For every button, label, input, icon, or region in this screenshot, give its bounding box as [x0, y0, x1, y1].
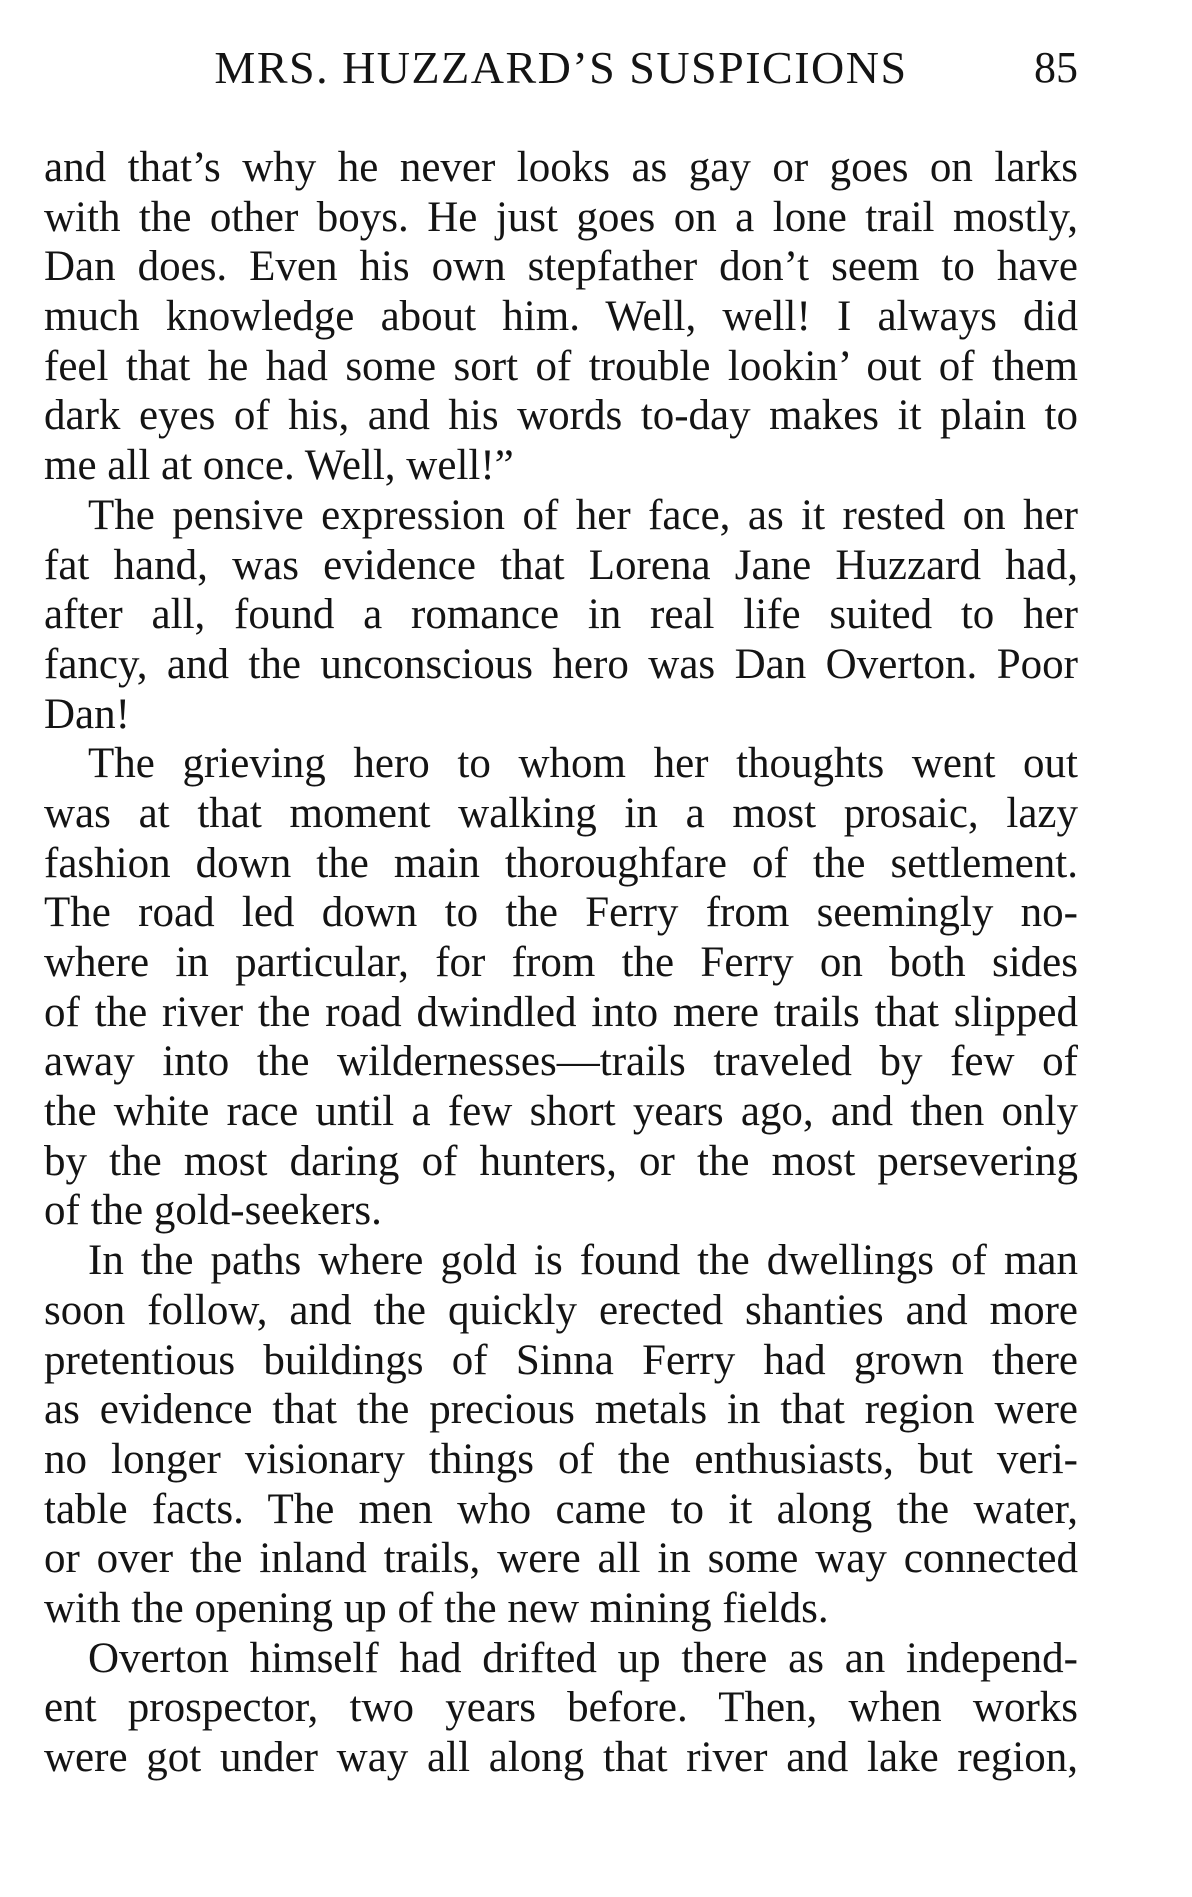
- text-line: Dan does. Even his own stepfather don’t seem to have: [44, 243, 1078, 291]
- text-line: no longer visionary things of the enthusiasts, but veri-: [44, 1435, 1078, 1483]
- text-line: me all at once. Well, well!”: [44, 442, 514, 490]
- text-line: fashion down the main thoroughfare of the settlement.: [44, 839, 1078, 887]
- text-line: the white race until a few short years ago, and then only: [44, 1088, 1078, 1136]
- text-line: fancy, and the unconscious hero was Dan Overton. Poor: [44, 640, 1078, 688]
- text-line: ent prospector, two years before. Then, when works: [44, 1684, 1078, 1732]
- text-line: with the other boys. He just goes on a lone trail mostly,: [44, 193, 1078, 241]
- running-title: MRS. HUZZARD’S SUSPICIONS: [214, 42, 908, 93]
- body-text: [44, 143, 1078, 1783]
- text-line: feel that he had some sort of trouble lookin’ out of them: [44, 342, 1078, 390]
- text-line: pretentious buildings of Sinna Ferry had grown there: [44, 1336, 1078, 1384]
- text-line: Overton himself had drifted up there as an independ-: [88, 1634, 1078, 1682]
- text-line: were got under way all along that river and lake region,: [44, 1734, 1078, 1781]
- text-line: with the opening up of the new mining fields.: [44, 1584, 829, 1632]
- text-line: after all, found a romance in real life suited to her: [44, 591, 1078, 639]
- text-line: away into the wildernesses—trails traveled by few of: [44, 1038, 1078, 1086]
- text-line: The pensive expression of her face, as it rested on her: [88, 491, 1078, 539]
- page-number: 85: [1034, 43, 1078, 92]
- text-line: much knowledge about him. Well, well! I always did: [44, 293, 1078, 341]
- text-line: where in particular, for from the Ferry on both sides: [44, 939, 1078, 986]
- text-line: of the gold-seekers.: [44, 1187, 382, 1235]
- text-line: was at that moment walking in a most prosaic, lazy: [44, 789, 1078, 837]
- text-line: table facts. The men who came to it along the water,: [44, 1485, 1078, 1533]
- text-line: The grieving hero to whom her thoughts went out: [88, 740, 1078, 788]
- text-line: In the paths where gold is found the dwellings of man: [88, 1237, 1078, 1285]
- text-line: of the river the road dwindled into mere trails that slipped: [44, 988, 1078, 1036]
- text-line: soon follow, and the quickly erected shanties and more: [44, 1286, 1078, 1334]
- text-line: The road led down to the Ferry from seemingly no-: [44, 889, 1078, 937]
- text-line: by the most daring of hunters, or the most persevering: [44, 1137, 1078, 1185]
- running-head: [44, 38, 1078, 98]
- text-line: and that’s why he never looks as gay or goes on larks: [44, 144, 1078, 191]
- text-line: Dan!: [44, 690, 130, 738]
- text-line: fat hand, was evidence that Lorena Jane Huzzard had,: [44, 541, 1078, 589]
- text-line: or over the inland trails, were all in some way connected: [44, 1535, 1078, 1583]
- text-line: dark eyes of his, and his words to-day makes it plain to: [44, 392, 1078, 440]
- text-line: as evidence that the precious metals in that region were: [44, 1386, 1078, 1434]
